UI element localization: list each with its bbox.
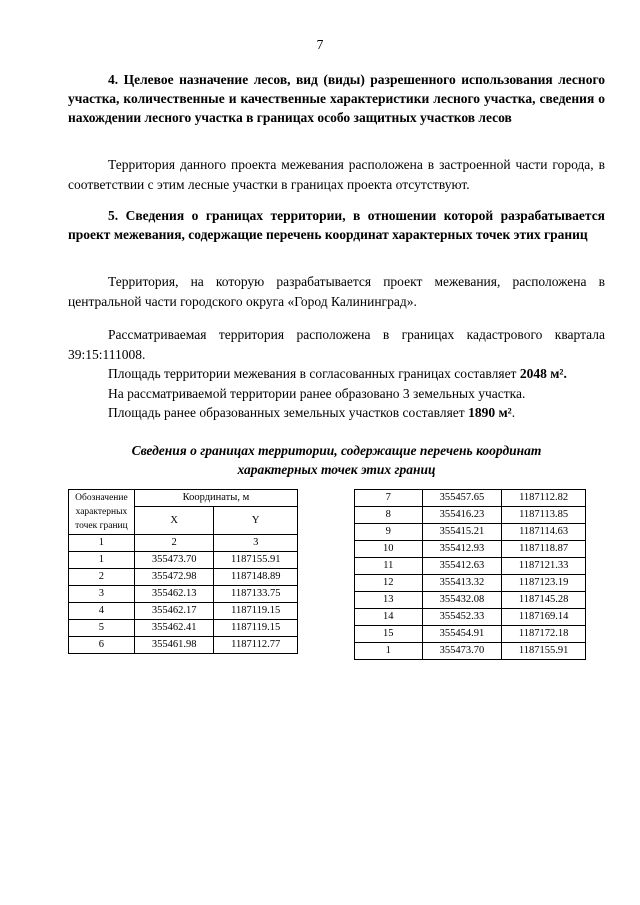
coord-y: 1187155.91 bbox=[502, 643, 586, 660]
coord-x: 355452.33 bbox=[422, 609, 502, 626]
header-points: Обозначение характерных точек границ bbox=[69, 490, 135, 535]
parcels-area-text: Площадь ранее образованных земельных участков составляет bbox=[108, 405, 469, 420]
point-id: 14 bbox=[355, 609, 423, 626]
section-5-paragraph-5 bbox=[68, 403, 605, 423]
coord-y: 1187123.19 bbox=[502, 575, 586, 592]
point-id: 8 bbox=[355, 507, 423, 524]
point-id: 5 bbox=[69, 620, 135, 637]
table-row bbox=[355, 507, 586, 524]
point-id: 15 bbox=[355, 626, 423, 643]
point-id: 7 bbox=[355, 490, 423, 507]
coord-y: 1187172.18 bbox=[502, 626, 586, 643]
table-row bbox=[355, 541, 586, 558]
point-id: 1 bbox=[69, 552, 135, 569]
coord-x: 355412.93 bbox=[422, 541, 502, 558]
coord-x: 355462.17 bbox=[134, 603, 214, 620]
coord-y: 1187118.87 bbox=[502, 541, 586, 558]
coord-x: 355412.63 bbox=[422, 558, 502, 575]
table-row bbox=[69, 603, 298, 620]
coord-y: 1187133.75 bbox=[214, 586, 298, 603]
page-number: 7 bbox=[316, 37, 324, 52]
section-4-paragraph: Территория данного проекта межевания расположена в застроенной части города, в соответствии с этим лесные участки в границах проекта отсутствуют. bbox=[68, 157, 605, 192]
section-5-paragraph-3 bbox=[68, 364, 605, 384]
point-id: 1 bbox=[355, 643, 423, 660]
table-row bbox=[69, 569, 298, 586]
coord-x: 355432.08 bbox=[422, 592, 502, 609]
point-id: 3 bbox=[69, 586, 135, 603]
point-id: 2 bbox=[69, 569, 135, 586]
coord-y: 1187114.63 bbox=[502, 524, 586, 541]
section-5 bbox=[68, 206, 605, 244]
table-row bbox=[69, 637, 298, 654]
header-coords: Координаты, м bbox=[134, 490, 297, 507]
coord-y: 1187148.89 bbox=[214, 569, 298, 586]
coord-y: 1187145.28 bbox=[502, 592, 586, 609]
coord-x: 355462.13 bbox=[134, 586, 214, 603]
table-row bbox=[69, 586, 298, 603]
table-row bbox=[69, 620, 298, 637]
table-row bbox=[355, 524, 586, 541]
coord-y: 1187169.14 bbox=[502, 609, 586, 626]
area-value: 2048 м². bbox=[519, 366, 567, 381]
coord-x: 355461.98 bbox=[134, 637, 214, 654]
point-id: 4 bbox=[69, 603, 135, 620]
table-row bbox=[69, 552, 298, 569]
section-5-paragraph-4: На рассматриваемой территории ранее образовано 3 земельных участка. bbox=[108, 385, 526, 401]
point-id: 13 bbox=[355, 592, 423, 609]
coord-y: 1187121.33 bbox=[502, 558, 586, 575]
coord-y: 1187112.77 bbox=[214, 637, 298, 654]
numbering-cell: 2 bbox=[134, 535, 214, 552]
table-row bbox=[355, 558, 586, 575]
coord-x: 355472.98 bbox=[134, 569, 214, 586]
point-id: 6 bbox=[69, 637, 135, 654]
coord-y: 1187119.15 bbox=[214, 620, 298, 637]
coord-x: 355462.41 bbox=[134, 620, 214, 637]
header-x: X bbox=[134, 507, 214, 535]
section-5-paragraph-2: Рассматриваемая территория расположена в границах кадастрового квартала 39:15:111008. bbox=[68, 327, 605, 362]
table-title-line-2: характерных точек этих границ bbox=[237, 462, 436, 477]
point-id: 12 bbox=[355, 575, 423, 592]
numbering-cell: 1 bbox=[69, 535, 135, 552]
coordinates-table-right bbox=[354, 489, 586, 660]
coord-x: 355473.70 bbox=[422, 643, 502, 660]
section-4 bbox=[68, 70, 605, 127]
table-row bbox=[355, 575, 586, 592]
point-id: 11 bbox=[355, 558, 423, 575]
coord-y: 1187112.82 bbox=[502, 490, 586, 507]
table-row bbox=[355, 490, 586, 507]
header-y: Y bbox=[214, 507, 298, 535]
section-5-heading: 5. Сведения о границах территории, в отношении которой разрабатывается проект межевания, содержащие перечень координат характерных точек этих границ bbox=[68, 208, 605, 242]
section-4-heading: 4. Целевое назначение лесов, вид (виды) разрешенного использования лесного участка, количественные и качественные характеристики лесного участка, сведения о нахождении лесного участка в границах особо защитных участков лесов bbox=[68, 72, 605, 125]
table-row bbox=[355, 643, 586, 660]
parcels-area-end: . bbox=[511, 405, 516, 420]
coord-x: 355413.32 bbox=[422, 575, 502, 592]
coord-x: 355416.23 bbox=[422, 507, 502, 524]
coordinates-table-left bbox=[68, 489, 298, 654]
numbering-cell: 3 bbox=[214, 535, 298, 552]
coord-x: 355457.65 bbox=[422, 490, 502, 507]
coord-x: 355415.21 bbox=[422, 524, 502, 541]
section-5-body bbox=[68, 272, 605, 423]
coord-x: 355473.70 bbox=[134, 552, 214, 569]
coord-y: 1187113.85 bbox=[502, 507, 586, 524]
table-row bbox=[355, 626, 586, 643]
table-title bbox=[68, 441, 605, 479]
section-4-body bbox=[68, 155, 605, 194]
point-id: 10 bbox=[355, 541, 423, 558]
point-id: 9 bbox=[355, 524, 423, 541]
area-text: Площадь территории межевания в согласованных границах составляет bbox=[108, 366, 520, 381]
section-5-paragraph-1: Территория, на которую разрабатывается проект межевания, расположена в центральной части городского округа «Город Калининград». bbox=[68, 274, 605, 309]
coord-y: 1187119.15 bbox=[214, 603, 298, 620]
table-row bbox=[355, 592, 586, 609]
table-title-line-1: Сведения о границах территории, содержащие перечень координат bbox=[131, 443, 542, 458]
table-row bbox=[355, 609, 586, 626]
coord-x: 355454.91 bbox=[422, 626, 502, 643]
parcels-area-value: 1890 м² bbox=[468, 405, 512, 420]
numbering-row bbox=[69, 535, 298, 552]
coord-y: 1187155.91 bbox=[214, 552, 298, 569]
